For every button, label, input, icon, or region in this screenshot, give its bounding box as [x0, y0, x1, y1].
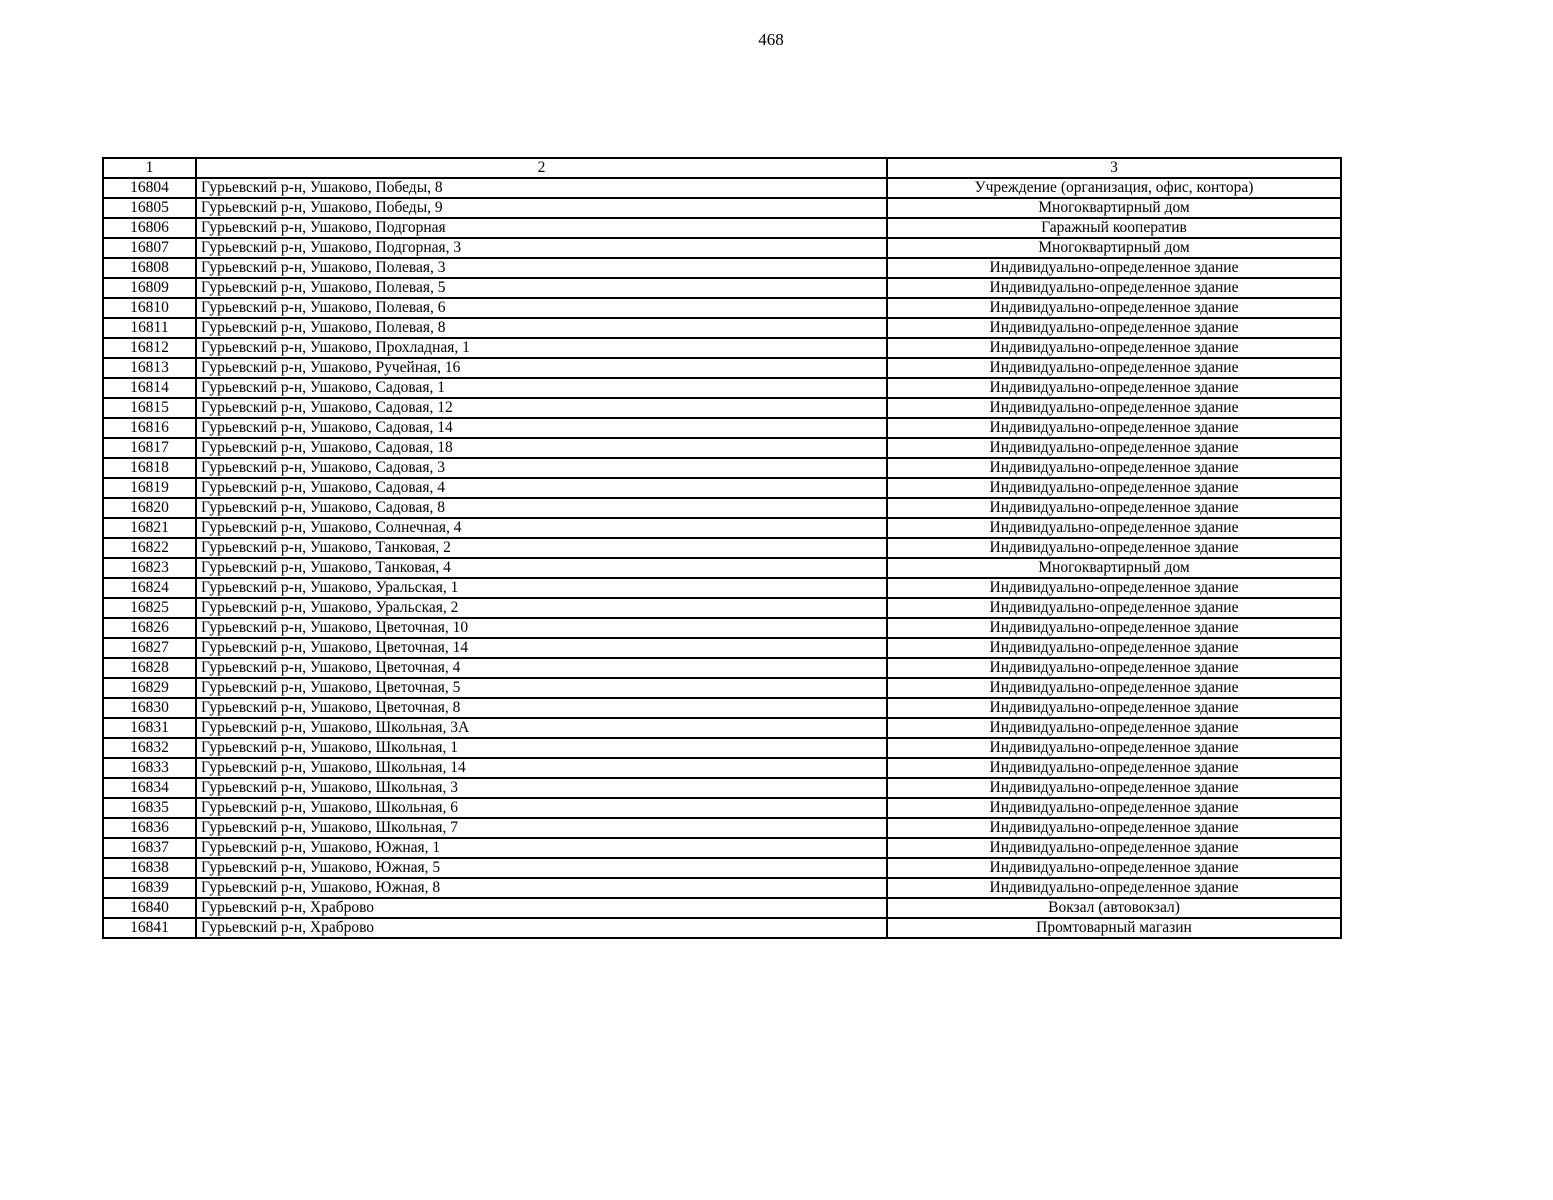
object-type-cell: Индивидуально-определенное здание [887, 298, 1341, 318]
row-number-cell: 16835 [103, 798, 196, 818]
object-type-cell: Индивидуально-определенное здание [887, 638, 1341, 658]
table-row [103, 418, 1341, 438]
object-type-cell: Индивидуально-определенное здание [887, 378, 1341, 398]
address-cell: Гурьевский р-н, Ушаково, Садовая, 18 [196, 438, 887, 458]
object-type-cell: Индивидуально-определенное здание [887, 538, 1341, 558]
row-number-cell: 16807 [103, 238, 196, 258]
row-number-cell: 16819 [103, 478, 196, 498]
table-row [103, 778, 1341, 798]
address-cell: Гурьевский р-н, Ушаково, Подгорная [196, 218, 887, 238]
table-row [103, 198, 1341, 218]
row-number-cell: 16839 [103, 878, 196, 898]
address-cell: Гурьевский р-н, Ушаково, Победы, 9 [196, 198, 887, 218]
row-number-cell: 16815 [103, 398, 196, 418]
header-col-2: 2 [196, 158, 887, 178]
address-cell: Гурьевский р-н, Храброво [196, 898, 887, 918]
object-type-cell: Индивидуально-определенное здание [887, 498, 1341, 518]
row-number-cell: 16841 [103, 918, 196, 938]
object-type-cell: Многоквартирный дом [887, 238, 1341, 258]
address-cell: Гурьевский р-н, Ушаково, Подгорная, 3 [196, 238, 887, 258]
row-number-cell: 16810 [103, 298, 196, 318]
object-type-cell: Индивидуально-определенное здание [887, 258, 1341, 278]
object-type-cell: Индивидуально-определенное здание [887, 838, 1341, 858]
row-number-cell: 16823 [103, 558, 196, 578]
page-number: 468 [758, 30, 784, 49]
table-row [103, 518, 1341, 538]
header-col-3: 3 [887, 158, 1341, 178]
object-type-cell: Индивидуально-определенное здание [887, 878, 1341, 898]
address-cell: Гурьевский р-н, Ушаково, Южная, 8 [196, 878, 887, 898]
row-number-cell: 16816 [103, 418, 196, 438]
row-number-cell: 16832 [103, 738, 196, 758]
object-type-cell: Индивидуально-определенное здание [887, 758, 1341, 778]
object-type-cell: Индивидуально-определенное здание [887, 618, 1341, 638]
address-cell: Гурьевский р-н, Ушаково, Танковая, 2 [196, 538, 887, 558]
table-row [103, 878, 1341, 898]
row-number-cell: 16812 [103, 338, 196, 358]
table-row [103, 718, 1341, 738]
address-cell: Гурьевский р-н, Ушаково, Прохладная, 1 [196, 338, 887, 358]
object-type-cell: Вокзал (автовокзал) [887, 898, 1341, 918]
row-number-cell: 16827 [103, 638, 196, 658]
object-type-cell: Индивидуально-определенное здание [887, 338, 1341, 358]
address-cell: Гурьевский р-н, Ушаково, Цветочная, 14 [196, 638, 887, 658]
table-row [103, 818, 1341, 838]
table-row [103, 478, 1341, 498]
object-type-cell: Индивидуально-определенное здание [887, 778, 1341, 798]
row-number-cell: 16811 [103, 318, 196, 338]
table-row [103, 598, 1341, 618]
object-type-cell: Индивидуально-определенное здание [887, 318, 1341, 338]
table-row [103, 858, 1341, 878]
address-cell: Гурьевский р-н, Ушаково, Садовая, 3 [196, 458, 887, 478]
header-row [103, 158, 1341, 178]
object-type-cell: Индивидуально-определенное здание [887, 278, 1341, 298]
table-row [103, 338, 1341, 358]
row-number-cell: 16806 [103, 218, 196, 238]
row-number-cell: 16840 [103, 898, 196, 918]
address-cell: Гурьевский р-н, Ушаково, Танковая, 4 [196, 558, 887, 578]
address-cell: Гурьевский р-н, Ушаково, Школьная, 3А [196, 718, 887, 738]
table-row [103, 798, 1341, 818]
address-cell: Гурьевский р-н, Ушаково, Полевая, 8 [196, 318, 887, 338]
object-type-cell: Индивидуально-определенное здание [887, 478, 1341, 498]
address-cell: Гурьевский р-н, Ушаково, Уральская, 2 [196, 598, 887, 618]
table-row [103, 298, 1341, 318]
address-cell: Гурьевский р-н, Ушаково, Полевая, 6 [196, 298, 887, 318]
address-cell: Гурьевский р-н, Ушаково, Школьная, 7 [196, 818, 887, 838]
address-cell: Гурьевский р-н, Ушаково, Садовая, 1 [196, 378, 887, 398]
address-cell: Гурьевский р-н, Ушаково, Уральская, 1 [196, 578, 887, 598]
table-row [103, 638, 1341, 658]
address-cell: Гурьевский р-н, Ушаково, Школьная, 6 [196, 798, 887, 818]
object-type-cell: Индивидуально-определенное здание [887, 458, 1341, 478]
address-cell: Гурьевский р-н, Ушаково, Школьная, 3 [196, 778, 887, 798]
table-row [103, 238, 1341, 258]
table-row [103, 178, 1341, 198]
row-number-cell: 16809 [103, 278, 196, 298]
table-row [103, 898, 1341, 918]
address-cell: Гурьевский р-н, Ушаково, Школьная, 1 [196, 738, 887, 758]
row-number-cell: 16822 [103, 538, 196, 558]
row-number-cell: 16828 [103, 658, 196, 678]
address-cell: Гурьевский р-н, Ушаково, Южная, 1 [196, 838, 887, 858]
table-row [103, 398, 1341, 418]
table-row [103, 538, 1341, 558]
object-type-cell: Многоквартирный дом [887, 198, 1341, 218]
object-type-cell: Индивидуально-определенное здание [887, 358, 1341, 378]
object-type-cell: Индивидуально-определенное здание [887, 738, 1341, 758]
row-number-cell: 16825 [103, 598, 196, 618]
table-row [103, 458, 1341, 478]
table-row [103, 838, 1341, 858]
address-cell: Гурьевский р-н, Ушаково, Ручейная, 16 [196, 358, 887, 378]
object-type-cell: Индивидуально-определенное здание [887, 698, 1341, 718]
table-row [103, 358, 1341, 378]
address-cell: Гурьевский р-н, Ушаково, Садовая, 8 [196, 498, 887, 518]
table-row [103, 218, 1341, 238]
object-type-cell: Индивидуально-определенное здание [887, 798, 1341, 818]
object-type-cell: Многоквартирный дом [887, 558, 1341, 578]
table-row [103, 498, 1341, 518]
table-row [103, 678, 1341, 698]
table-row [103, 378, 1341, 398]
table-body [103, 178, 1341, 938]
row-number-cell: 16834 [103, 778, 196, 798]
table-row [103, 618, 1341, 638]
address-cell: Гурьевский р-н, Храброво [196, 918, 887, 938]
table-row [103, 698, 1341, 718]
row-number-cell: 16836 [103, 818, 196, 838]
address-cell: Гурьевский р-н, Ушаково, Цветочная, 4 [196, 658, 887, 678]
address-cell: Гурьевский р-н, Ушаково, Садовая, 14 [196, 418, 887, 438]
object-type-cell: Индивидуально-определенное здание [887, 858, 1341, 878]
table-row [103, 738, 1341, 758]
row-number-cell: 16837 [103, 838, 196, 858]
row-number-cell: 16829 [103, 678, 196, 698]
row-number-cell: 16831 [103, 718, 196, 738]
object-type-cell: Индивидуально-определенное здание [887, 518, 1341, 538]
object-type-cell: Индивидуально-определенное здание [887, 398, 1341, 418]
object-type-cell: Учреждение (организация, офис, контора) [887, 178, 1341, 198]
row-number-cell: 16804 [103, 178, 196, 198]
row-number-cell: 16824 [103, 578, 196, 598]
header-col-1: 1 [103, 158, 196, 178]
table-row [103, 918, 1341, 938]
object-type-cell: Промтоварный магазин [887, 918, 1341, 938]
address-cell: Гурьевский р-н, Ушаково, Солнечная, 4 [196, 518, 887, 538]
object-type-cell: Индивидуально-определенное здание [887, 678, 1341, 698]
table-header [103, 158, 1341, 178]
address-cell: Гурьевский р-н, Ушаково, Садовая, 4 [196, 478, 887, 498]
address-cell: Гурьевский р-н, Ушаково, Победы, 8 [196, 178, 887, 198]
address-cell: Гурьевский р-н, Ушаково, Полевая, 3 [196, 258, 887, 278]
row-number-cell: 16838 [103, 858, 196, 878]
row-number-cell: 16808 [103, 258, 196, 278]
address-cell: Гурьевский р-н, Ушаково, Цветочная, 8 [196, 698, 887, 718]
object-type-cell: Индивидуально-определенное здание [887, 818, 1341, 838]
object-type-cell: Индивидуально-определенное здание [887, 578, 1341, 598]
object-type-cell: Индивидуально-определенное здание [887, 658, 1341, 678]
row-number-cell: 16818 [103, 458, 196, 478]
table-row [103, 758, 1341, 778]
table-row [103, 578, 1341, 598]
table-row [103, 658, 1341, 678]
registry-table [102, 157, 1342, 939]
row-number-cell: 16805 [103, 198, 196, 218]
object-type-cell: Индивидуально-определенное здание [887, 598, 1341, 618]
row-number-cell: 16821 [103, 518, 196, 538]
row-number-cell: 16813 [103, 358, 196, 378]
table-row [103, 438, 1341, 458]
row-number-cell: 16833 [103, 758, 196, 778]
object-type-cell: Гаражный кооператив [887, 218, 1341, 238]
row-number-cell: 16817 [103, 438, 196, 458]
row-number-cell: 16826 [103, 618, 196, 638]
object-type-cell: Индивидуально-определенное здание [887, 438, 1341, 458]
table-row [103, 278, 1341, 298]
row-number-cell: 16820 [103, 498, 196, 518]
table-row [103, 318, 1341, 338]
table-row [103, 558, 1341, 578]
address-cell: Гурьевский р-н, Ушаково, Цветочная, 5 [196, 678, 887, 698]
object-type-cell: Индивидуально-определенное здание [887, 718, 1341, 738]
object-type-cell: Индивидуально-определенное здание [887, 418, 1341, 438]
address-cell: Гурьевский р-н, Ушаково, Цветочная, 10 [196, 618, 887, 638]
row-number-cell: 16814 [103, 378, 196, 398]
row-number-cell: 16830 [103, 698, 196, 718]
address-cell: Гурьевский р-н, Ушаково, Полевая, 5 [196, 278, 887, 298]
address-cell: Гурьевский р-н, Ушаково, Южная, 5 [196, 858, 887, 878]
table-row [103, 258, 1341, 278]
address-cell: Гурьевский р-н, Ушаково, Садовая, 12 [196, 398, 887, 418]
address-cell: Гурьевский р-н, Ушаково, Школьная, 14 [196, 758, 887, 778]
